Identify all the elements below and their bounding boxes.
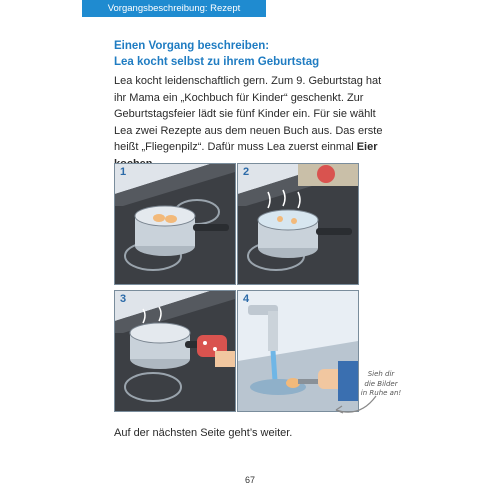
intro-paragraph bbox=[114, 73, 394, 172]
title-line-2: Lea kocht selbst zu ihrem Geburtstag bbox=[114, 56, 320, 68]
illustration-panel-2 bbox=[237, 163, 359, 285]
section-banner: Vorgangsbeschreibung: Rezept bbox=[82, 0, 266, 17]
note-line-3: in Ruhe an! bbox=[360, 389, 402, 397]
intro-text: Lea kocht leidenschaftlich gern. Zum 9. Geburtstag hat ihr Mama ein „Kochbuch für Kinder“ geschenkt. Zur Geburtstagsfeier lädt sie fünf Kinder ein. Für sie wählt Lea zwei Rezepte aus dem neuen Buch aus. Das erste heißt „Fliegenpilz“. Dafür muss Lea zuerst einmal bbox=[114, 75, 383, 153]
title-line-1: Einen Vorgang beschreiben: bbox=[114, 40, 270, 52]
curved-arrow-icon bbox=[330, 392, 380, 422]
panel-number: 4 bbox=[243, 293, 250, 305]
intro-emphasis: Eier bbox=[356, 141, 378, 153]
page-number: 67 bbox=[244, 475, 255, 485]
note-line-1: Sieh dir bbox=[367, 370, 395, 378]
boiling-pot-illustration bbox=[238, 164, 358, 284]
stove-pot-illustration bbox=[115, 164, 235, 284]
panel-number: 2 bbox=[243, 166, 250, 178]
hand-with-pot-illustration bbox=[115, 291, 235, 411]
illustration-panel-3 bbox=[114, 290, 236, 412]
note-line-2: die Bilder bbox=[364, 379, 398, 388]
continue-note: Auf der nächsten Seite geht’s weiter. bbox=[114, 427, 293, 439]
illustration-panel-1 bbox=[114, 163, 236, 285]
page-title bbox=[114, 38, 394, 70]
panel-number: 1 bbox=[120, 166, 127, 178]
panel-number: 3 bbox=[120, 293, 127, 305]
